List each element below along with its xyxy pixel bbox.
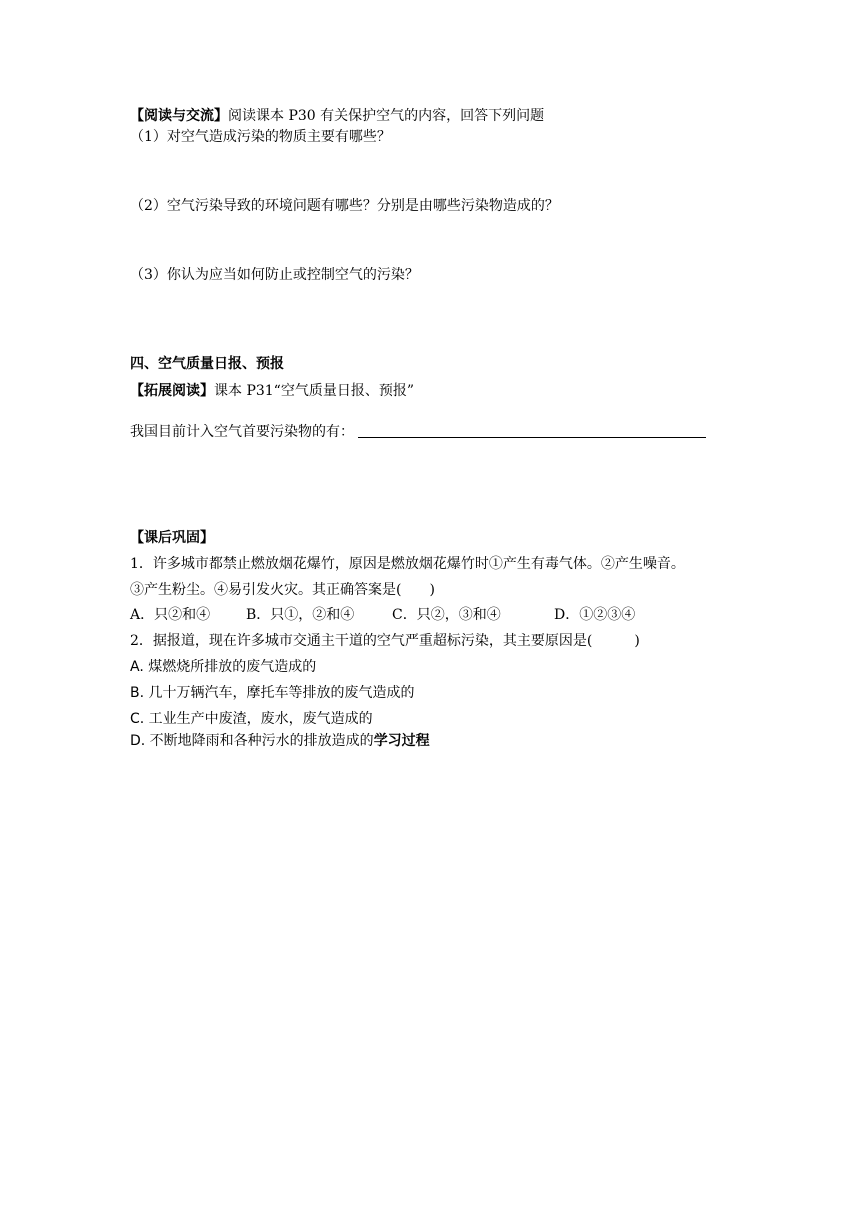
question-1-line-1: 1．许多城市都禁止燃放烟花爆竹，原因是燃放烟花爆竹时①产生有毒气体。②产生噪音。	[130, 556, 685, 572]
after-class-heading: 【课后巩固】	[130, 530, 214, 546]
question-2-stem: 2．据报道，现在许多城市交通主干道的空气严重超标污染，其主要原因是( )	[130, 633, 640, 649]
reading-heading: 【阅读与交流】	[130, 108, 228, 124]
q2-option-d: D. 不断地降雨和各种污水的排放造成的	[130, 733, 374, 749]
learning-process-label: 学习过程	[373, 733, 430, 749]
pollutant-fill-prompt: 我国目前计入空气首要污染物的有：	[130, 424, 354, 440]
q2-option-b: B. 几十万辆汽车，摩托车等排放的废气造成的	[130, 685, 415, 701]
pollutant-fill-line	[130, 421, 706, 442]
section-4-title: 四、空气质量日报、预报	[130, 356, 284, 372]
reading-question-3: （3）你认为应当如何防止或控制空气的污染？	[130, 267, 419, 283]
q2-option-c: C. 工业生产中废渣，废水，废气造成的	[130, 711, 373, 727]
q2-option-a: A. 煤燃烧所排放的废气造成的	[130, 659, 317, 675]
answer-blank[interactable]	[358, 421, 706, 438]
q1-option-c: C．只②，③和④	[392, 607, 501, 623]
q1-option-a: A．只②和④	[130, 607, 211, 623]
q1-option-d: D．①②③④	[554, 607, 636, 623]
question-1-line-2: ③产生粉尘。④易引发火灾。其正确答案是( )	[130, 582, 435, 598]
reading-intro: 阅读课本 P30 有关保护空气的内容，回答下列问题	[228, 108, 545, 124]
extended-reading-line	[130, 381, 414, 401]
extended-reading-text: 课本 P31“空气质量日报、预报”	[214, 383, 414, 399]
reading-question-2: （2）空气污染导致的环境问题有哪些？分别是由哪些污染物造成的？	[130, 198, 559, 214]
extended-reading-heading: 【拓展阅读】	[130, 383, 214, 399]
reading-question-1: （1）对空气造成污染的物质主要有哪些？	[130, 129, 391, 145]
q1-option-b: B．只①，②和④	[246, 607, 355, 623]
reading-intro-line	[130, 106, 544, 126]
q2-option-d-line	[130, 731, 430, 751]
